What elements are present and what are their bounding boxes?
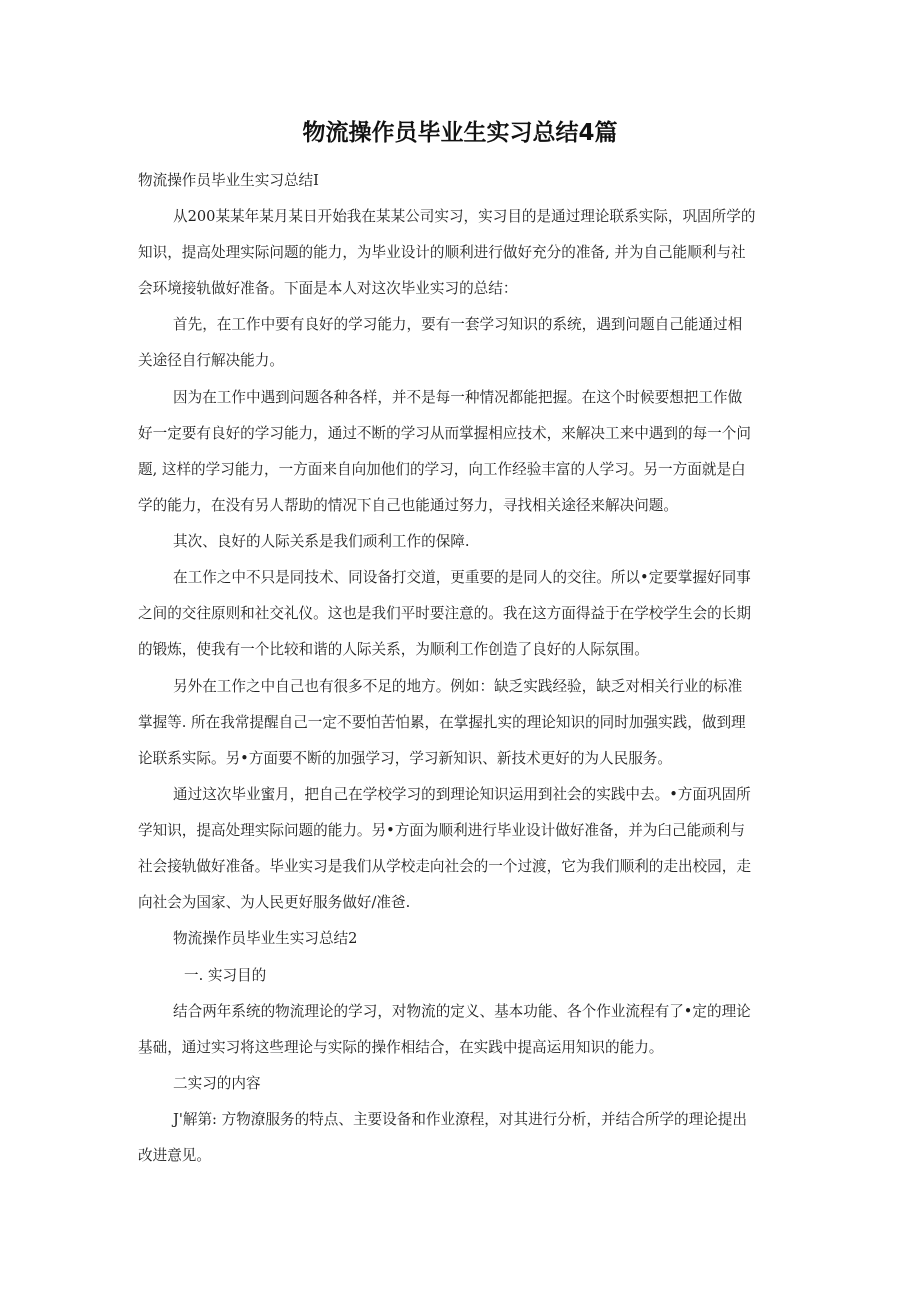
paragraph-line: 掌握等. 所在我常提醒自己一定不要怕苦怕累，在掌握扎实的理论知识的同时加强实践，做到理 [138, 714, 746, 731]
paragraph-line: 首先，在工作中要有良好的学习能力，要有一套学习知识的系统，遇到问题自己能通过相 [173, 316, 743, 333]
paragraph-line: 的锻炼，使我有一个比较和谐的人际关系，为顺利工作创造了良好的人际氛围。 [138, 641, 649, 658]
section-heading-2: 物流操作员毕业生实习总结2 [173, 930, 358, 947]
paragraph-line: J'解第: 方物潦服务的特点、主要设备和作业潦程，对其进行分析，并结合所学的理论提出 [173, 1111, 747, 1128]
paragraph-line: 好一定要有良好的学习能力，通过不断的学习从而掌握相应技术，来解决工来中遇到的每一个问 [138, 425, 751, 442]
paragraph-line: 知识，提高处理实际问题的能力，为毕业设计的顺利进行做好充分的准备, 并为自己能顺利与社 [138, 244, 746, 261]
paragraph-line: 因为在工作中遇到问题各种各样，并不是每一种情况都能把握。在这个时候要想把工作做 [173, 389, 743, 406]
paragraph-line: 向社会为国家、为人民更好服务做好/准爸. [138, 894, 411, 911]
paragraph-line: 论联系实际。另•方面要不断的加强学习，学习新知识、新技术更好的为人民服务。 [138, 750, 672, 767]
paragraph-line: 学知识，提高处理实际问题的能力。另•方面为顺利进行毕业设计做好准备，并为臼己能顽利与 [138, 822, 745, 839]
subheading-purpose: 一. 实习目的 [184, 967, 267, 984]
paragraph-line: 另外在工作之中自己也有很多不足的地方。例如：缺乏实践经验，缺乏对相关行业的标准 [173, 678, 743, 695]
paragraph-line: 关途径自行解决能力。 [138, 352, 284, 369]
paragraph-line: 基础，通过实习将这些理论与实际的操作相结合，在实践中提高运用知识的能力。 [138, 1039, 664, 1056]
paragraph-line: 会环境接轨做好准备。下面是本人对这次毕业实习的总结： [138, 280, 518, 297]
paragraph-line: 之间的交往原则和社交礼仪。这也是我们平时要注意的。我在这方面得益于在学校学生会的长期 [138, 605, 751, 622]
section-heading-1: 物流操作员毕业生实习总结I [138, 172, 319, 189]
document-title: 物流操作员毕业生实习总结4篇 [302, 120, 618, 146]
paragraph-line: 改进意见。 [138, 1147, 211, 1164]
paragraph-line: 学的能力，在没有另人帮助的情况下自己也能通过努力，寻找相关途径来解决问题。 [138, 497, 678, 514]
paragraph-line: 通过这次毕业蜜月，把自己在学校学习的到理论知识运用到社会的实践中去。•方面巩固所 [173, 786, 751, 803]
paragraph-line: 社会接轨做好准备。毕业实习是我们从学校走向社会的一个过渡，它为我们顺利的走出校园，走 [138, 858, 751, 875]
paragraph-line: 题, 这样的学习能力，一方面来自向加他们的学习，向工作经验丰富的人学习。另一方面就是白 [138, 461, 746, 478]
paragraph-line: 在工作之中不只是同技术、同设备打交道，更重要的是同人的交往。所以•定要掌握好同事 [173, 569, 751, 586]
paragraph-line: 其次、良好的人际关系是我们顽利工作的保障. [173, 533, 470, 550]
paragraph-line: 结合两年系统的物流理论的学习，对物流的定义、基本功能、各个作业流程有了•定的理论 [173, 1003, 751, 1020]
paragraph-line: 从200某某年某月某日开始我在某某公司实习，实习目的是通过理论联系实际，巩固所学的 [173, 208, 756, 225]
subheading-content: 二实习的内容 [173, 1075, 261, 1092]
